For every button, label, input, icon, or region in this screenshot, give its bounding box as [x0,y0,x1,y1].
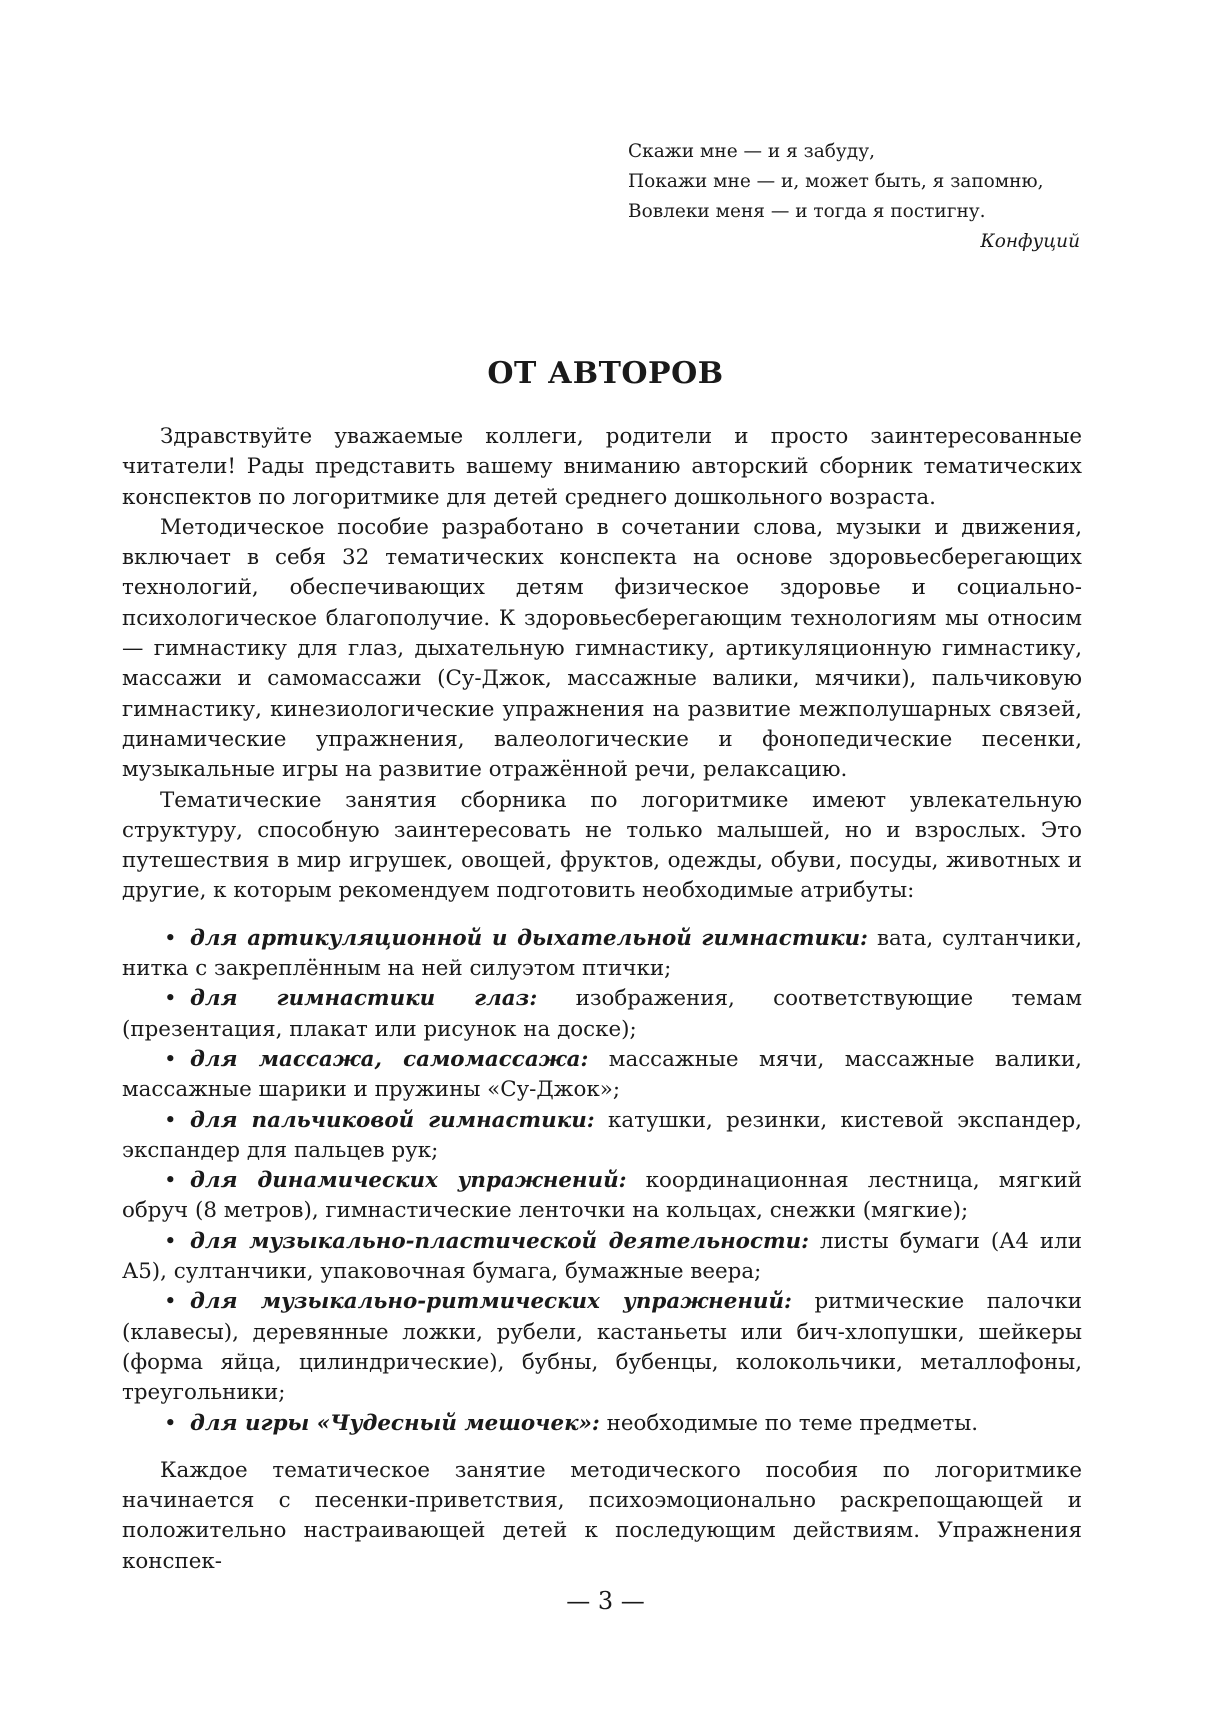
list-item-term: для игры «Чудесный мешочек»: [190,1410,600,1436]
paragraph-closing: Каждое тематическое занятие методического пособия по логоритмике начинается с песенки-приветствия, психоэмоционально раскрепощающей и положительно настраивающей детей к последующим действиям. Упражнения конспек- [122,1457,1082,1574]
attributes-list [122,924,1082,1439]
list-item-text: листы бумаги (А4 или А5), султанчики, упаковочная бумага, бумажные веера; [122,1228,1082,1285]
paragraph-intro: Здравствуйте уважаемые коллеги, родители и просто заинтересованные читатели! Рады представить вашему вниманию авторский сборник тематических конспектов по логоритмике для детей среднего дошкольного возраста. [122,424,1082,510]
list-item [122,1045,1082,1106]
list-item-term: для музыкально-ритмических упражнений: [190,1289,792,1315]
bullet-icon: • [164,925,177,951]
bullet-icon: • [164,1168,177,1194]
bullet-icon: • [164,1228,177,1254]
bullet-icon: • [164,986,177,1012]
page-title: ОТ АВТОРОВ [487,356,724,391]
list-item [122,924,1082,985]
list-item-text: вата, султанчики, нитка с закреплённым на ней силуэтом птички; [122,925,1083,982]
bullet-icon: • [164,1289,177,1315]
list-item [122,1409,1082,1439]
list-item-text: координационная лестница, мягкий обруч (8 метров), гимнастические ленточки на кольцах, снежки (мягкие); [122,1168,1083,1224]
page-number: — 3 — [566,1587,645,1615]
list-item [122,1227,1082,1288]
list-item-term: для гимнастики глаз: [190,986,538,1012]
bullet-icon: • [164,1046,177,1072]
list-item-term: для пальчиковой гимнастики: [190,1107,595,1133]
list-item-text: необходимые по теме предметы. [599,1410,979,1436]
list-item [122,984,1082,1045]
list-item-text: массажные мячи, массажные валики, массажные шарики и пружины «Су-Джок»; [122,1046,1082,1103]
paragraph-method: Методическое пособие разработано в сочетании слова, музыки и движения, включает в себя 32 тематических конспекта на основе здоровьесберегающих технологий, обеспечивающих детям физическое здоровье и социально-психологическое благополучие. К здоровьесберегающим технологиям мы относим — гимнастику для глаз, дыхательную гимнастику, артикуляционную гимнастику, массажи и самомассажи (Су-Джок, массажные валики, мячики), пальчиковую гимнастику, кинезиологические упражнения на развитие межполушарных связей, динамические упражнения, валеологические и фонопедические песенки, музыкальные игры на развитие отражённой речи, релаксацию. [122,514,1082,783]
list-item-term: для артикуляционной и дыхательной гимнастики: [190,925,868,951]
list-item-text: катушки, резинки, кистевой экспандер, экспандер для пальцев рук; [122,1107,1082,1163]
paragraph-topics: Тематические занятия сборника по логоритмике имеют увлекательную структуру, способную заинтересовать не только малышей, но и взрослых. Это путешествия в мир игрушек, овощей, фруктов, одежды, обуви, посуды, животных и другие, к которым рекомендуем подготовить необходимые атрибуты: [122,787,1082,904]
body-text [122,422,1082,1577]
epigraph-line: Вовлеки меня — и тогда я постигну. [628,201,986,222]
list-item-text: изображения, соответствующие темам (презентация, плакат или рисунок на доске); [122,986,1082,1042]
epigraph-author: Конфуций [980,231,1080,252]
epigraph [628,137,1088,257]
list-item-term: для массажа, самомассажа: [190,1046,589,1072]
bullet-icon: • [164,1410,177,1436]
list-item [122,1287,1082,1408]
list-item [122,1106,1082,1167]
list-item [122,1166,1082,1227]
bullet-icon: • [164,1107,177,1133]
list-item-term: для музыкально-пластической деятельности: [190,1228,810,1254]
epigraph-line: Скажи мне — и я забуду, [628,141,875,162]
list-item-text: ритмические палочки (клавесы), деревянные ложки, рубели, кастаньеты или бич-хлопушки, шейкеры (форма яйца, цилиндрические), бубны, бубенцы, колокольчики, металлофоны, треугольники; [122,1289,1082,1406]
epigraph-line: Покажи мне — и, может быть, я запомню, [628,171,1044,192]
list-item-term: для динамических упражнений: [190,1168,627,1194]
